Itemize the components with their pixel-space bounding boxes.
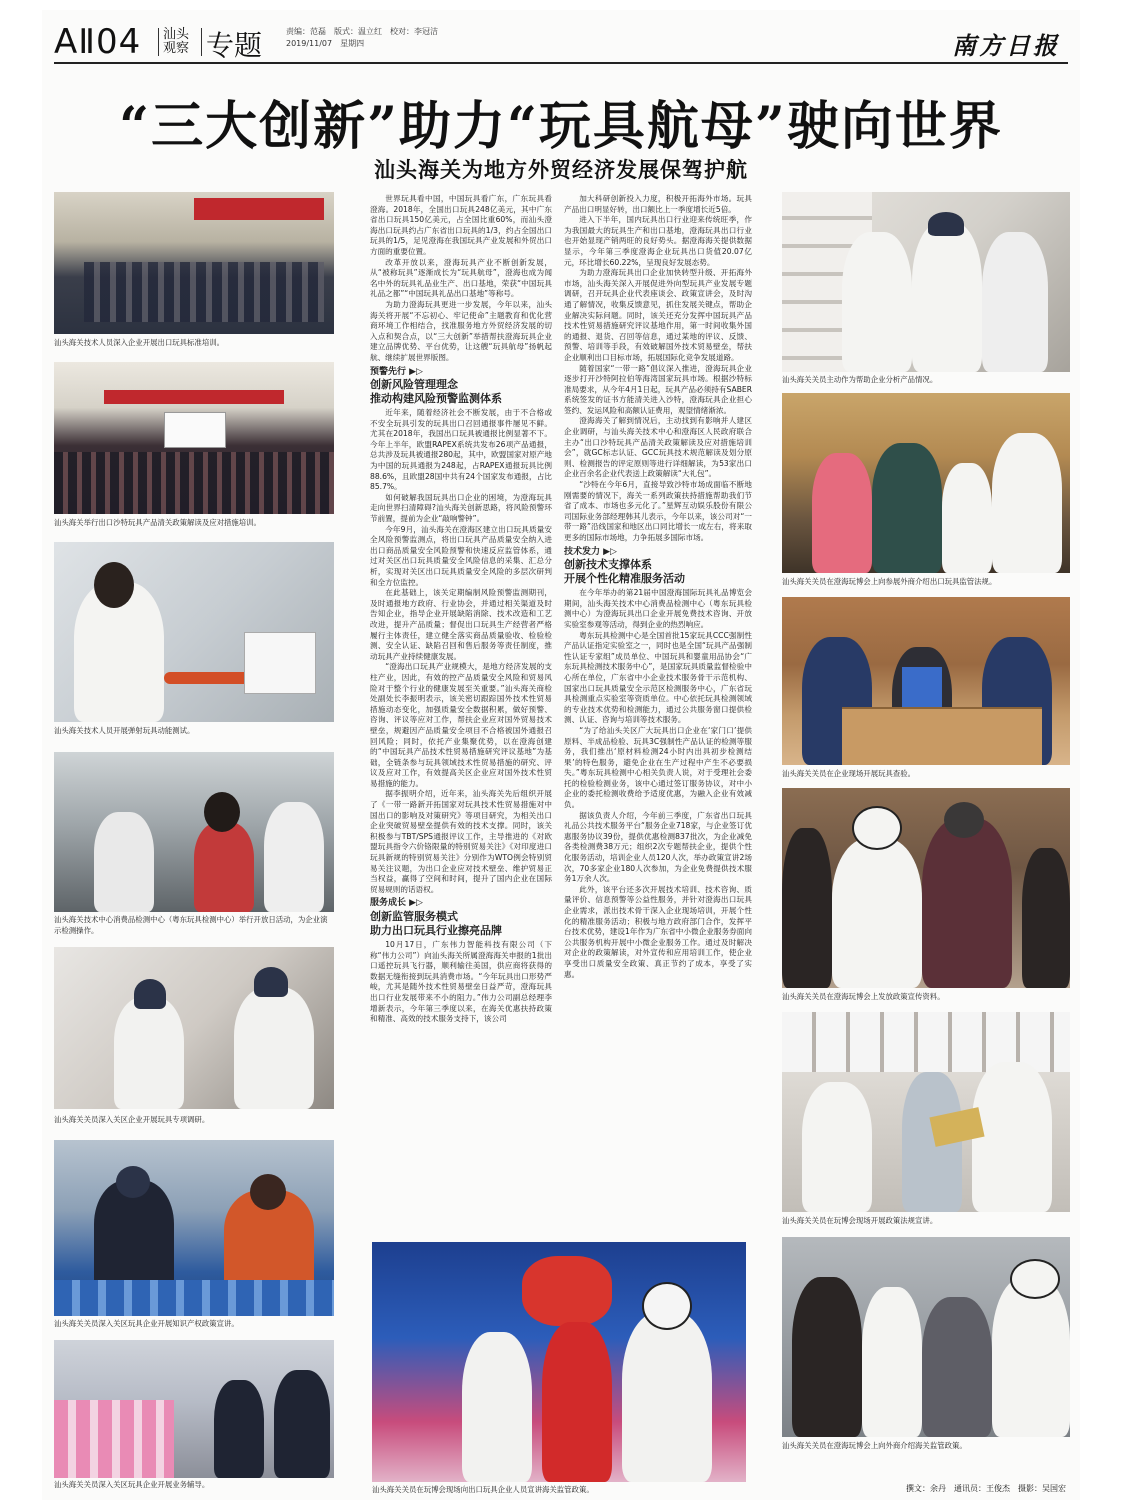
photo-caption: 汕头海关技术人员深入企业开展出口玩具标准培训。 [54, 338, 224, 347]
photo-leaflets [782, 788, 1070, 988]
newspaper-logo: 南方日报 [952, 31, 1060, 60]
body-paragraph: 如何破解我国玩具出口企业的困境，为澄海玩具走向世界扫清障碍?汕头海关创新思路，将风险预警环节前置，提前为企业“敲响警钟”。 [370, 492, 552, 524]
photo-caption: 汕头海关关员深入关区玩具企业开展知识产权政策宣讲。 [54, 1319, 239, 1328]
section-tag: 预警先行 ▶▷ [370, 366, 423, 377]
topic-label: 专题 [206, 29, 263, 62]
photo-caption: 汕头海关关员在澄海玩博会上发放政策宣传资料。 [782, 992, 945, 1001]
body-paragraph: 10月17日，广东伟力智能科技有限公司（下称“伟力公司”）向汕头海关所属澄海海关申报的1批出口遥控玩具飞行器，顺利输往美国，供应商将获得的数据无缝衔接到玩具消费市场。“今年玩具出口形势严峻，尤其是随外技术性贸易壁垒日益严苛，澄海玩具出口行业发展带来不小的阻力。”伟力公司副总经理李增新表示，今年第三季度以来，在海关优惠扶持政策和精准、高效的技术服务支持下，该公司 [370, 940, 552, 1024]
photo-training-hall [54, 192, 334, 334]
photo-caption: 汕头海关关员主动作为帮助企业分析产品情况。 [782, 375, 938, 384]
photo-caption: 汕头海关技术中心消费品检测中心（粤东玩具检测中心）举行开放日活动，为企业演示检测操作。 [54, 915, 328, 935]
photo-caption: 汕头海关关员在玩博会现场开展政策法规宣讲。 [782, 1216, 938, 1225]
section-subheading: 助力出口玩具行业擦亮品牌 [370, 924, 502, 937]
photo-caption: 汕头海关关员在玩博会现场向出口玩具企业人员宣讲海关监管政策。 [372, 1485, 594, 1494]
body-paragraph: 近年来，随着经济社会不断发展，由于不合格或不安全玩具引发的玩具出口召回通报事件屡见不鲜。尤其在2018年，我国出口玩具被通报比例显著不下。今年上半年，欧盟RAPEX系统共发布26项产品通报，总共涉及玩具被通报280起，其中，欧盟国家对原产地为中国的玩具通报为248起，占RAPEX通报玩具比例88.6%，且欧盟28国中共有24个国家发布通报，占比85.7%。 [370, 408, 552, 492]
photo-saudi-briefing [54, 362, 334, 514]
photo-ip-briefing [54, 1140, 334, 1316]
section-tag: 技术发力 ▶▷ [564, 546, 617, 557]
body-paragraph: 为助力澄海玩具出口企业加快转型升级、开拓海外市场，汕头海关深入开展促进外向型玩具产业发展专题调研，召开玩具企业代表座谈会、政策宣讲会，及时沟通了解情况，收集反馈意见，抓住发展关键点，帮助企业解决实际问题。同时，该关还充分发挥中国玩具产品技术性贸易措施研究评议基地作用，第一时间收集外国的通报、退货、召回等信息，通过某地的评议、反馈、预警、培训等手段，有效破解国外技术贸易壁垒，帮扶企业顺利出口目标市场，拓展国际化竞争发展道路。 [564, 268, 752, 362]
body-paragraph: 今年9月，汕头海关在澄海区建立出口玩具质量安全风险预警监测点，将出口玩具产品质量安全纳入进出口商品质量安全风险预警和快速反应监管体系，通过对关区出口玩具质量安全风险信息的采集、汇总分析，实现对关区出口玩具质量安全风险的多层次研判和全方位监控。 [370, 524, 552, 587]
editors-line: 责编：范磊 版式：温立红 校对：李冠洁 [286, 27, 438, 36]
section-heading: 创新风险管理理念 [370, 378, 458, 392]
section-subheading: 推动构建风险预警监测体系 [370, 392, 502, 406]
photo-caption: 汕头海关关员在澄海玩博会上向外商介绍海关监管政策。 [782, 1441, 967, 1450]
page-number: AⅡ04 [54, 22, 142, 62]
intro-paragraph: 改革开放以来，澄海玩具产业不断创新发展，从“被称玩具”逐渐成长为“玩具航母”，澄海也成为闻名中外的玩具礼品业生产、出口基地，荣获“中国玩具礼品之都”“中国玩具礼品出口基地”等称号。 [370, 257, 552, 299]
date-line: 2019/11/07 星期四 [286, 39, 365, 48]
body-paragraph: 此外，该平台还多次开展技术培训、技术咨询、质量评价、信息预警等公益性服务，并针对澄海出口玩具企业需求，派出技术骨干深入企业现场培训，开展个性化的精准服务活动；积极与地方政府部门合作，发挥平台技术优势，建设1年作为广东省中小微企业服务券面向公共服务机构开展中小微企业服务工作。通过及时解决对企业的政策解读，对外宣传和应用培训工作，使企业享受出口质量安全政策、真正节约了成本，享受了实惠。 [564, 884, 752, 979]
section-heading: 创新监管服务模式 [370, 910, 458, 923]
body-paragraph: “澄海出口玩具产业规模大，是地方经济发展的支柱产业，因此，有效的控产品质量安全风险和贸易风险对于整个行业的健康发展至关重要。”汕头海关商检处副处长李振明表示，该关密切跟踪国外技术性贸易措施动态变化，加强质量安全数据积累，做好预警、咨询、评议等应对工作，帮扶企业应对国外贸易技术壁垒，规避因产品质量安全项目不合格被国外通报召回风险；同时，依托产业集聚优势，以在澄海创建的“中国玩具产品技术性贸易措施研究评议基地”为基础，全链条参与玩具领域技术性贸易措施的研究、评议及应对工作，有效提高关区企业应对国外技术性贸易措施的能力。 [370, 662, 552, 788]
photo-caption: 汕头海关关员深入关区企业开展玩具专项调研。 [54, 1115, 210, 1124]
photo-policy-briefing [782, 1012, 1070, 1212]
body-paragraph: 粤东玩具检测中心是全国首批15家玩具CCC强制性产品认证指定实验室之一，同时也是全国“玩具产品强制性认证专家组”成员单位、中国玩具和婴童用品协会“广东玩具检测技术服务中心”，是国家玩具质量监督检验中心所在单位，广东省中小企业技术服务骨干示范机构、国家出口玩具质量安全示范区检测服务中心，广东省玩具检测重点实验室等资质单位。中心依托玩具检测领域的专业技术优势和检测能力，通过公共服务窗口提供检测、认证、咨询与培训等技术服务。 [564, 630, 752, 725]
photo-expo-briefing [372, 1242, 746, 1482]
body-paragraph: 进入下半年，国内玩具出口行业迎来传统旺季，作为我国最大的玩具生产和出口基地，澄海玩具出口行业也开始显现产销两旺的良好势头。据澄海海关提供数据显示，今年第三季度澄海企业玩具出口货值20.07亿元，环比增长60.22%，呈现良好发展态势。 [564, 215, 752, 267]
body-paragraph: “沙特在今年6月，直接导致沙特市场成面临不断地刚需要的情况下，海关一系列政策扶持措施帮助我们节省了成本、市场也多元化了。”星辉互动娱乐股份有限公司国际业务部经理韩其儿表示，今年以来，该公司对“一带一路”沿线国家和地区出口同比增长一成左右，将来取更多的国际市场地，力争拓展多国际市场。 [564, 480, 752, 542]
photo-open-day [54, 752, 334, 912]
article-column-2 [564, 194, 752, 1240]
section-tag: 服务成长 ▶▷ [370, 898, 423, 909]
photo-caption: 汕头海关关员在企业现场开展玩具查验。 [782, 769, 916, 778]
body-paragraph: “为了给汕头关区广大玩具出口企业在‘家门口’提供原料、半成品检验、玩具3C强制性产品认证的检测等服务，我们推出‘原材料检测24小时内出具初步检测结果’的特色服务，避免企业在生产过程中产生不必要损失。”粤东玩具检测中心相关负责人说，对于受理社会委托的检验检测业务，该中心通过签订服务协议，对中小企业的委托检测收费给予适度优惠，为融入企业有效减负。 [564, 725, 752, 810]
photo-enterprise-survey [54, 947, 334, 1109]
section-subheading: 开展个性化精准服务活动 [564, 572, 685, 586]
photo-caption: 汕头海关关员在澄海玩博会上向参展外商介绍出口玩具监管法规。 [782, 577, 997, 586]
article-column-1 [370, 194, 552, 1240]
editor-info [286, 26, 438, 50]
photo-inspection [782, 597, 1070, 765]
body-paragraph: 据李振明介绍，近年来，汕头海关先后组织开展了《一带一路新开拓国家对玩具技术性贸易措施对中国出口的影响及对策研究》等项目研究，为相关出口企业突破贸易壁垒提供有效的技术支撑。同时，该关积极参与TBT/SPS通报评议工作，主导推进的《对欧盟玩具指令六价铬限量的特别贸易关注》《对印度进口玩具新规的特别贸易关注》分别作为WTO例会特别贸易关注议题，为出口企业应对技术壁垒、维护贸易正当权益，赢得了空间和时间，提升了国内企业在国际贸易规则的话语权。 [370, 789, 552, 894]
photo-regulation-intro [782, 1237, 1070, 1437]
photo-business-guidance [54, 1340, 334, 1478]
photo-foreign-buyer [782, 393, 1070, 573]
subheadline: 汕头海关为地方外贸经济发展保驾护航 [374, 157, 748, 182]
body-paragraph: 加大科研创新投入力度，积极开拓海外市场。玩具产品出口明显好转，出口额比上一季度增长近5倍。 [564, 194, 752, 214]
body-paragraph: 在此基础上，该关定期编制风险预警监测期刊，及时通报地方政府、行业协会，并通过相关渠道及时告知企业，指导企业开展缺陷消除、技术改造和工艺改进，提升产品质量；督促出口玩具生产经营者严格履行主体责任，建立健全落实商品质量验收、检验检测、安全认证、缺陷召回和售后服务等责任制度，推动玩具产业持续健康发展。 [370, 588, 552, 661]
body-paragraph: 据该负责人介绍，今年前三季度，广东省出口玩具礼品公共技术服务平台“服务企业718家，与企业签订优惠服务协议39份，提供优惠检测837批次，为企业减免各类检测费38万元；组织2次专题帮扶企业，提供个性化服务活动，培训企业人员120人次，举办政策宣讲2场次，70多家企业180人次参加，为企业免费提供技术服务1万余人次。 [564, 810, 752, 884]
photo-caption: 汕头海关技术人员开展弹射玩具动能测试。 [54, 726, 195, 735]
intro-paragraph: 为助力澄海玩具更进一步发展，今年以来，汕头海关将开展“不忘初心、牢记使命”主题教育和优化营商环境工作相结合，找准服务地方外贸经济发展的切入点和契合点，以“三大创新”举措帮扶澄海玩具企业建立品牌优势、平台优势，让这艘“玩具航母”扬帆起航、继续扩展世界版图。 [370, 299, 552, 362]
intro-paragraph: 世界玩具看中国，中国玩具看广东，广东玩具看澄海。2018年，全国出口玩具248亿美元，其中广东省出口玩具150亿美元，占全国比重60%，而汕头澄海出口玩具约占广东省出口玩具的1/3，约占全国出口玩具的1/5，足见澄海在我国玩具产业发展和外贸出口方面的重要位置。 [370, 194, 552, 256]
headline: “三大创新”助力“玩具航母”驶向世界 [119, 96, 1003, 157]
body-paragraph: 随着国家“一带一路”倡议深入推进，澄海玩具企业逐步打开沙特阿拉伯等海湾国家玩具市场。根据沙特标准局要求，从今年4月1日起，玩具产品必须持有SABER系统签发的证书方能清关进入沙特，澄海玩具企业担心签约、发运风险和高额认证费用，观望情绪渐浓。 [564, 363, 752, 415]
photo-caption: 汕头海关举行出口沙特玩具产品清关政策解读及应对措施培训。 [54, 518, 261, 527]
body-paragraph: 澄海海关了解到情况后，主动找到有影响并人建区企业调研，与汕头海关技术中心和澄海区人民政府联合主办“出口沙特玩具产品清关政策解读及应对措施培训会”，就GC标志认证、GCC玩具技术规范解读及划分原则、检测报告的评定原则等进行详细解读，为53家出口企业百余名企业代表送上政策解读“大礼包”。 [564, 416, 752, 479]
newspaper-page [42, 10, 1080, 1500]
photo-caption: 汕头海关关员深入关区玩具企业开展业务辅导。 [54, 1480, 210, 1489]
page-header [54, 18, 1068, 64]
photo-product-analysis [782, 192, 1070, 372]
body-paragraph: 在今年举办的第21届中国澄海国际玩具礼品博览会期间，汕头海关技术中心消费品检测中心（粤东玩具检测中心）为澄海玩具出口企业开展免费技术咨询、开放实验室参观等活动，得到企业的热烈响应。 [564, 588, 752, 629]
photo-kinetic-test [54, 542, 334, 722]
article-credits: 撰文：余丹 通讯员：王俊杰 摄影：吴国宏 [906, 1484, 1066, 1493]
section-label: 汕头观察 [158, 28, 202, 56]
section-heading: 创新技术支撑体系 [564, 558, 652, 572]
